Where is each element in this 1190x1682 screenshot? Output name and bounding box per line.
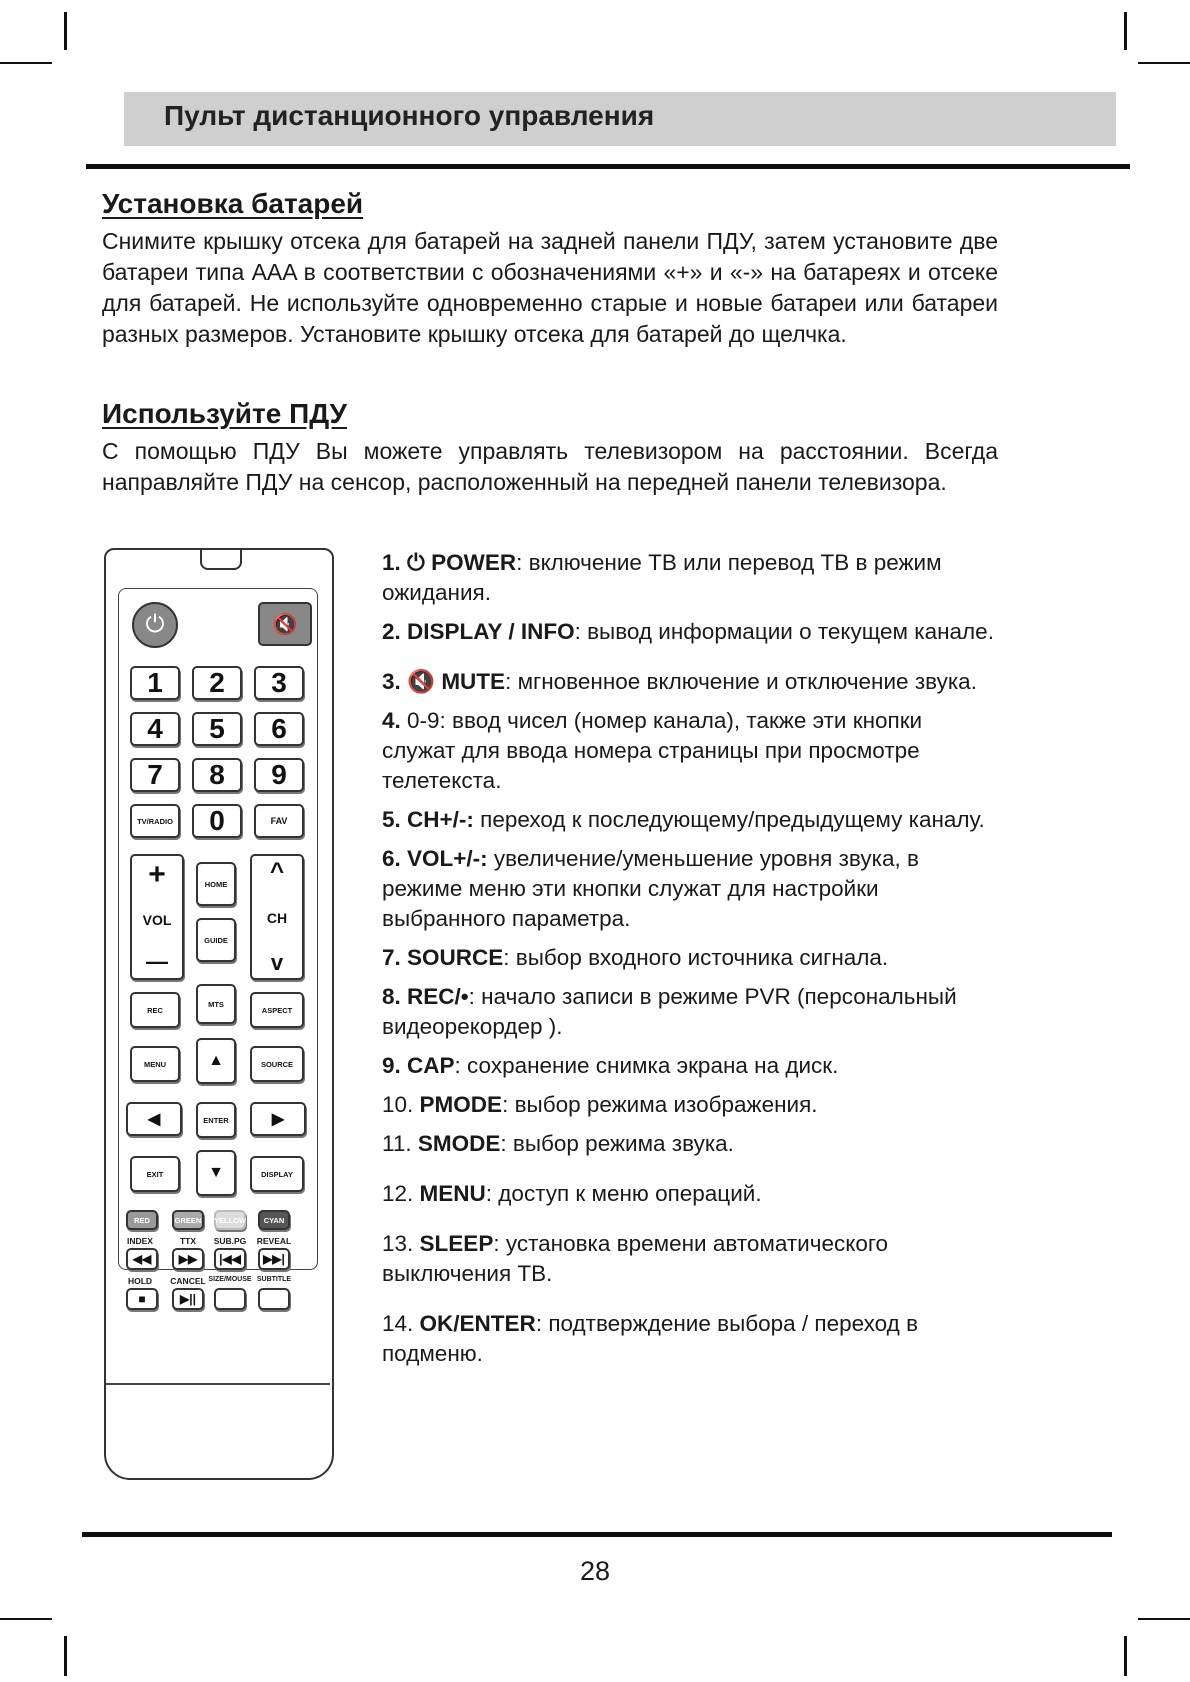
list-item: [382, 667, 994, 697]
power-icon: ⏻: [407, 550, 425, 575]
page-number: 28: [579, 1556, 611, 1586]
item-key: DISPLAY / INFO: [407, 619, 575, 644]
triangle-up-icon: ▲: [208, 1052, 224, 1069]
aspect-button[interactable]: ASPECT: [250, 992, 304, 1028]
item-desc: : выбор режима изображения.: [502, 1092, 818, 1117]
digit-6-button[interactable]: 6: [254, 712, 304, 746]
fast-forward-icon: ▶▶: [178, 1252, 198, 1266]
rec-button[interactable]: REC: [130, 992, 180, 1028]
item-number: 1.: [382, 550, 401, 575]
mts-button[interactable]: MTS: [196, 984, 236, 1024]
ch-up-icon: ^: [269, 858, 284, 885]
digit-9-button[interactable]: 9: [254, 758, 304, 792]
item-key: POWER: [431, 550, 517, 575]
red-button[interactable]: RED: [126, 1210, 158, 1230]
crop-mark: [1124, 12, 1127, 50]
item-key: SLEEP: [419, 1231, 494, 1256]
digit-0-button[interactable]: 0: [192, 804, 242, 838]
item-desc: увеличение/уменьшение уровня звука, в режиме меню эти кнопки служат для настройки выбранного параметра.: [382, 846, 919, 931]
digit-4-button[interactable]: 4: [130, 712, 180, 746]
item-key: SOURCE: [407, 945, 504, 970]
item-number: 7.: [382, 945, 401, 970]
vol-plus: +: [148, 858, 166, 891]
item-number: 11.: [382, 1131, 412, 1156]
list-item: [382, 617, 994, 647]
source-button[interactable]: SOURCE: [250, 1046, 304, 1082]
blank-button[interactable]: [258, 1288, 290, 1310]
item-desc: : сохранение снимка экрана на диск.: [454, 1053, 839, 1078]
crop-mark: [0, 1618, 52, 1620]
mute-button[interactable]: 🔇: [258, 602, 312, 646]
ch-label: CH: [266, 910, 288, 926]
crop-mark: [1138, 62, 1190, 64]
item-desc: : выбор входного источника сигнала.: [503, 945, 889, 970]
item-number: 2.: [382, 619, 401, 644]
down-arrow-button[interactable]: [196, 1150, 236, 1196]
size-mouse-label: SIZE/MOUSE: [208, 1276, 252, 1283]
digit-1-button[interactable]: 1: [130, 666, 180, 700]
battery-cover-line: [106, 1383, 330, 1385]
stop-button[interactable]: [126, 1288, 158, 1310]
item-number: 4.: [382, 708, 401, 733]
tv-radio-button[interactable]: TV/RADIO: [130, 804, 180, 838]
yellow-button[interactable]: YELLOW: [214, 1210, 246, 1230]
item-desc: : подтверждение выбора / переход в подменю.: [382, 1311, 919, 1366]
header-rule: [86, 164, 1130, 169]
rewind-button[interactable]: [126, 1248, 158, 1270]
list-item: [382, 805, 994, 835]
skip-forward-icon: ▶▶|: [263, 1252, 285, 1266]
item-key: PMODE: [419, 1092, 503, 1117]
exit-button[interactable]: EXIT: [130, 1156, 180, 1192]
list-item: [382, 1179, 994, 1209]
previous-button[interactable]: [214, 1248, 246, 1270]
item-desc: : включение ТВ или перевод ТВ в режим ожидания.: [382, 550, 942, 605]
cancel-label: CANCEL: [170, 1276, 206, 1286]
item-desc: : установка времени автоматического выключения ТВ.: [382, 1231, 889, 1286]
enter-button[interactable]: ENTER: [196, 1102, 236, 1138]
subtitle-label: SUBTITLE: [256, 1276, 292, 1283]
item-desc: : доступ к меню операций.: [485, 1181, 762, 1206]
item-key: MUTE: [441, 669, 506, 694]
digit-8-button[interactable]: 8: [192, 758, 242, 792]
item-key: OK/ENTER: [419, 1311, 536, 1336]
list-item: [382, 1229, 994, 1289]
item-desc: : мгновенное включение и отключение звука.: [505, 669, 977, 694]
item-desc: : вывод информации о текущем канале.: [574, 619, 994, 644]
item-desc: : выбор режима звука.: [500, 1131, 734, 1156]
play-pause-button[interactable]: [172, 1288, 204, 1310]
fast-forward-button[interactable]: [172, 1248, 204, 1270]
up-arrow-button[interactable]: [196, 1038, 236, 1084]
green-button[interactable]: GREEN: [172, 1210, 204, 1230]
list-item: [382, 943, 994, 973]
display-button[interactable]: DISPLAY: [250, 1156, 304, 1192]
left-arrow-button[interactable]: [126, 1102, 182, 1136]
digit-2-button[interactable]: 2: [192, 666, 242, 700]
triangle-down-icon: ▼: [208, 1164, 224, 1181]
triangle-right-icon: ▶: [271, 1111, 285, 1128]
digit-7-button[interactable]: 7: [130, 758, 180, 792]
right-arrow-button[interactable]: [250, 1102, 306, 1136]
menu-button[interactable]: MENU: [130, 1046, 180, 1082]
footer-rule: [82, 1532, 1112, 1537]
vol-minus: —: [146, 949, 168, 974]
item-number: 9.: [382, 1053, 401, 1078]
list-item: [382, 982, 994, 1042]
digit-3-button[interactable]: 3: [254, 666, 304, 700]
skip-back-icon: |◀◀: [219, 1252, 241, 1266]
remote-illustration: [104, 548, 332, 1478]
cyan-button[interactable]: CYAN: [258, 1210, 290, 1230]
fav-button[interactable]: FAV: [254, 804, 304, 838]
crop-mark: [1124, 1636, 1127, 1676]
reveal-label: REVEAL: [256, 1236, 292, 1246]
ttx-label: TTX: [179, 1236, 197, 1246]
section-title-use-remote: Используйте ПДУ: [102, 398, 347, 429]
crop-mark: [1138, 1618, 1190, 1620]
item-number: 8.: [382, 984, 401, 1009]
ir-window: [200, 550, 242, 570]
mute-icon: 🔇: [407, 669, 436, 694]
digit-5-button[interactable]: 5: [192, 712, 242, 746]
subpg-label: SUB.PG: [213, 1236, 247, 1246]
page-header: [124, 92, 1116, 146]
next-button[interactable]: [258, 1248, 290, 1270]
ch-rocker[interactable]: [250, 854, 304, 980]
home-button[interactable]: HOME: [196, 862, 236, 906]
blank-button[interactable]: [214, 1288, 246, 1310]
list-item: [382, 706, 994, 796]
list-item: [382, 1309, 994, 1369]
vol-rocker[interactable]: [130, 854, 184, 980]
power-button[interactable]: ⏻: [132, 602, 178, 648]
ch-down-icon: v: [270, 950, 284, 975]
item-number: 6.: [382, 846, 401, 871]
item-desc: переход к последующему/предыдущему каналу.: [473, 807, 985, 832]
list-item: [382, 1090, 994, 1120]
item-number: 3.: [382, 669, 401, 694]
hold-label: HOLD: [127, 1276, 153, 1286]
item-number: 13.: [382, 1231, 414, 1256]
rewind-icon: ◀◀: [132, 1252, 152, 1266]
list-item: [382, 844, 994, 934]
use-remote-text: С помощью ПДУ Вы можете управлять телевизором на расстоянии. Всегда направляйте ПДУ на сенсор, расположенный на передней панели телевизора.: [102, 438, 998, 495]
item-key: CH+/-:: [407, 807, 474, 832]
vol-label: VOL: [142, 912, 172, 928]
list-item: [382, 1129, 994, 1159]
item-key: CAP: [407, 1053, 455, 1078]
section-title-batteries: Установка батарей: [102, 188, 364, 219]
triangle-left-icon: ◀: [147, 1111, 161, 1128]
list-item: [382, 548, 994, 608]
batteries-text: Снимите крышку отсека для батарей на задней панели ПДУ, затем установите две батареи типа AAA в соответствии с обозначениями «+» и «-» на батареях и отсеке для батарей. Не используйте одновременно старые и новые батареи или батареи разных размеров. Установите крышку отсека для батарей до щелчка.: [102, 228, 998, 347]
stop-icon: ■: [138, 1292, 146, 1306]
page-title: Пульт дистанционного управления: [164, 100, 655, 131]
item-number: 14.: [382, 1311, 414, 1336]
item-key: SMODE: [417, 1131, 501, 1156]
button-description-list: [382, 548, 994, 1378]
crop-mark: [0, 62, 52, 64]
item-number: 10.: [382, 1092, 414, 1117]
list-item: [382, 1051, 994, 1081]
item-key: MENU: [419, 1181, 486, 1206]
crop-mark: [64, 12, 67, 50]
index-label: INDEX: [127, 1236, 153, 1246]
item-number: 12.: [382, 1181, 414, 1206]
item-number: 5.: [382, 807, 401, 832]
item-key: VOL+/-:: [407, 846, 488, 871]
item-desc: : начало записи в режиме PVR (персональный видеорекордер ).: [382, 984, 957, 1039]
item-desc: 0-9: ввод чисел (номер канала), также эти кнопки служат для ввода номера страницы при просмотре телетекста.: [382, 708, 923, 793]
guide-button[interactable]: GUIDE: [196, 918, 236, 962]
item-key: REC/•: [407, 984, 469, 1009]
crop-mark: [64, 1636, 67, 1676]
play-pause-icon: ▶||: [180, 1292, 196, 1306]
